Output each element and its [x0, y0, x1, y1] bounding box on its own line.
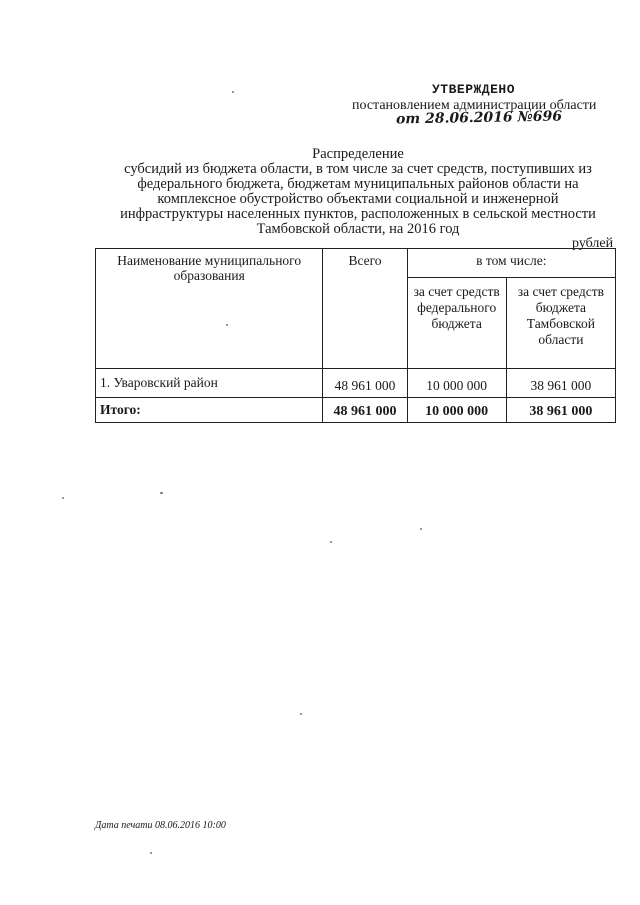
table-header-row	[96, 249, 616, 278]
totals-federal: 10 000 000	[425, 404, 489, 419]
header-total: Всего	[323, 249, 407, 369]
totals-label: Итого:	[100, 402, 141, 417]
scan-speck	[62, 497, 64, 499]
heading-line: инфраструктуры населенных пунктов, расположенных в сельской местности	[120, 206, 596, 222]
scan-speck	[232, 91, 234, 93]
row-total-cell	[323, 369, 407, 398]
row-federal: 10 000 000	[426, 378, 488, 393]
approval-title: УТВЕРЖДЕНО	[432, 82, 516, 97]
table-row	[96, 369, 616, 398]
approval-handwritten-date: от 28.06.2016 №696	[395, 108, 563, 128]
header-regional: за счет средств бюджета Тамбовской области	[506, 278, 615, 369]
heading-line: федерального бюджета, бюджетам муниципальных районов области на	[137, 176, 579, 192]
row-name-cell	[96, 369, 323, 398]
totals-regional: 38 961 000	[529, 404, 593, 419]
row-regional: 38 961 000	[530, 378, 592, 393]
row-federal-cell	[407, 369, 506, 398]
heading-line: Тамбовской области, на 2016 год	[256, 221, 460, 237]
heading-line: Распределение	[312, 146, 404, 162]
document-heading	[98, 147, 618, 237]
header-name: Наименование муниципального образования	[96, 249, 323, 369]
row-total: 48 961 000	[334, 378, 396, 393]
scan-speck	[330, 541, 332, 543]
scan-speck	[226, 324, 228, 326]
scan-speck	[150, 852, 152, 854]
heading-line: комплексное обустройство объектами социальной и инженерной	[157, 191, 559, 207]
scan-speck	[160, 492, 163, 494]
header-federal: за счет средств федерального бюджета	[407, 278, 506, 369]
totals-label-cell	[96, 398, 323, 423]
table-totals-row	[96, 398, 616, 423]
scan-speck	[300, 713, 302, 715]
row-regional-cell	[506, 369, 615, 398]
currency-unit: рублей	[572, 236, 614, 251]
header-including: в том числе:	[407, 249, 615, 278]
approval-line: постановлением администрации области	[352, 98, 597, 113]
totals-regional-cell	[506, 398, 615, 423]
row-name: 1. Уваровский район	[100, 375, 218, 390]
subsidy-table	[95, 248, 616, 423]
totals-federal-cell	[407, 398, 506, 423]
print-date: Дата печати 08.06.2016 10:00	[95, 820, 226, 831]
totals-total-cell	[323, 398, 407, 423]
scan-speck	[420, 528, 422, 530]
totals-total: 48 961 000	[333, 404, 397, 419]
heading-line: субсидий из бюджета области, в том числе за счет средств, поступивших из	[124, 161, 592, 177]
